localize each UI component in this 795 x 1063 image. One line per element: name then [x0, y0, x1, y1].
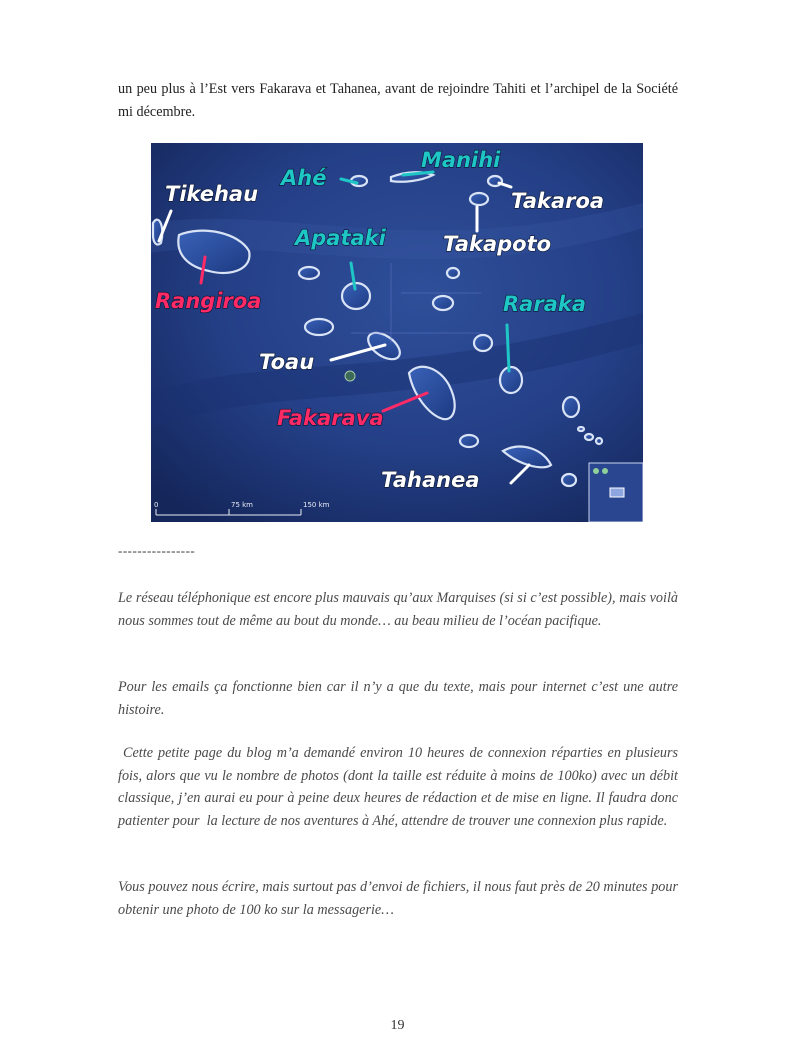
atoll-motutunga — [563, 397, 579, 417]
atoll-central — [447, 268, 459, 278]
scale-end: 150 km — [303, 501, 330, 509]
label-ahe: Ahé — [281, 166, 327, 190]
section-separator: ---------------- — [118, 543, 196, 558]
label-rangiroa: Rangiroa — [155, 289, 262, 313]
atoll-arutua — [305, 319, 333, 335]
atoll-anaa — [562, 474, 576, 486]
atoll-raraka — [500, 367, 522, 393]
label-fakarava: Fakarava — [277, 406, 384, 430]
label-raraka: Raraka — [503, 292, 587, 316]
atoll-small-west — [299, 267, 319, 279]
label-tikehau: Tikehau — [165, 182, 259, 206]
atoll-east-3 — [578, 427, 584, 431]
overview-inset — [589, 463, 643, 522]
scale-zero: 0 — [154, 501, 159, 509]
label-toau: Toau — [259, 350, 315, 374]
atoll-faaite — [460, 435, 478, 447]
paragraph-emails: Pour les emails ça fonctionne bien car il n’y a que du texte, mais pour internet c’est une autre histoire. — [118, 679, 678, 718]
scale-mid: 75 km — [231, 501, 254, 509]
paragraph-network: Le réseau téléphonique est encore plus mauvais qu’aux Marquises (si si c’est possible), mais voilà nous sommes tout de même au bout du monde… au beau milieu de l’océan pacifique. — [118, 590, 678, 629]
atoll-map — [151, 143, 643, 522]
intro-paragraph: un peu plus à l’Est vers Fakarava et Tahanea, avant de rejoindre Tahiti et l’archipel de la Société mi décembre. — [118, 81, 678, 120]
atoll-kauehi — [433, 296, 453, 310]
atoll-katiu — [474, 335, 492, 351]
label-manihi: Manihi — [421, 148, 501, 172]
atoll-east-1 — [585, 434, 593, 440]
atoll-east-2 — [596, 438, 602, 444]
paragraph-blog-connection: Cette petite page du blog m’a demandé environ 10 heures de connexion réparties en plusieurs fois, alors que vu le nombre de photos (dont la taille est réduite à moins de 100ko) avec un débit classique, j’en aurai eu pour à peine deux heures de rédaction et de mise en ligne. Il faudra donc patienter pour la lecture de nos aventures à Ahé, attendre de trouver une connexion plus rapide. — [118, 745, 682, 829]
atoll-takapoto — [470, 193, 488, 205]
label-takapoto: Takapoto — [443, 232, 552, 256]
label-takaroa: Takaroa — [511, 189, 605, 213]
paragraph-contact: Vous pouvez nous écrire, mais surtout pas d’envoi de fichiers, il nous faut près de 20 minutes pour obtenir une photo de 100 ko sur la messagerie… — [118, 879, 678, 918]
page-number: 19 — [390, 1018, 405, 1033]
label-apataki: Apataki — [295, 226, 386, 250]
label-tahanea: Tahanea — [381, 468, 480, 492]
